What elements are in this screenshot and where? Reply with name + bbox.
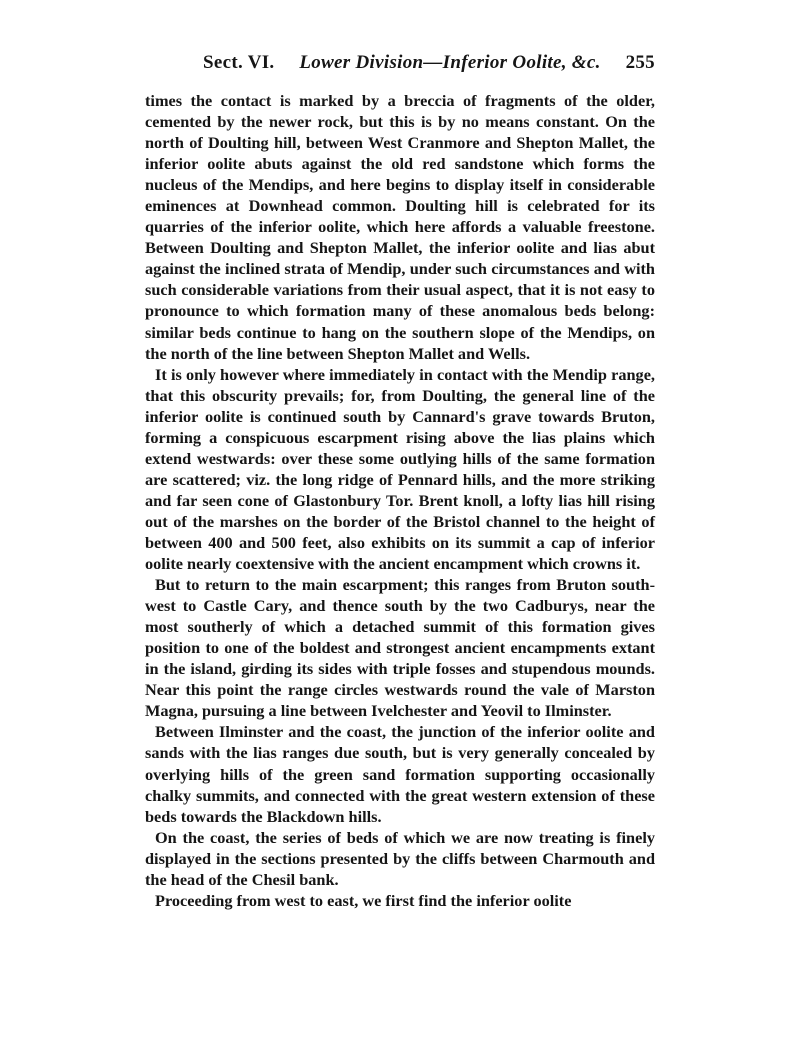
paragraph-2: It is only however where immediately in contact with the Mendip range, that this obscurity prevails; for, from Doulting, the general line of the inferior oolite is continued south by Cannard's grave towards Bruton, forming a conspicuous escarpment rising above the lias plains which extend westwards: over these some outlying hills of the same formation are scattered; viz. the long ridge of Pennard hills, and the more striking and far seen cone of Glastonbury Tor. Brent knoll, a lofty lias hill rising out of the marshes on the border of the Bristol channel to the height of between 400 and 500 feet, also exhibits on its summit a cap of inferior oolite nearly coextensive with the ancient encampment which crowns it.: [145, 364, 655, 574]
body-text: [145, 90, 655, 911]
running-title: Lower Division—Inferior Oolite, &c.: [299, 52, 601, 73]
paragraph-5: On the coast, the series of beds of which we are now treating is finely displayed in the sections presented by the cliffs between Charmouth and the head of the Chesil bank.: [145, 827, 655, 889]
paragraph-3: But to return to the main escarpment; this ranges from Bruton south-west to Castle Cary, and thence south by the two Cadburys, near the most southerly of which a detached summit of this formation gives position to one of the boldest and strongest ancient encampments extant in the island, girding its sides with triple fosses and stupendous mounds. Near this point the range circles westwards round the vale of Marston Magna, pursuing a line between Ivelchester and Yeovil to Ilminster.: [145, 575, 655, 721]
section-label: Sect. VI.: [203, 52, 275, 73]
paragraph-4: Between Ilminster and the coast, the junction of the inferior oolite and sands with the lias ranges due south, but is very generally concealed by overlying hills of the green sand formation supporting occasionally chalky summits, and connected with the great western extension of these beds towards the Blackdown hills.: [145, 722, 655, 826]
running-head: [203, 52, 655, 82]
paragraph-1: times the contact is marked by a breccia of fragments of the older, cemented by the newer rock, but this is by no means constant. On the north of Doulting hill, between West Cranmore and Shepton Mallet, the inferior oolite abuts against the old red sandstone which forms the nucleus of the Mendips, and here begins to display itself in considerable eminences at Downhead common. Doulting hill is celebrated for its quarries of the inferior oolite, which here affords a valuable freestone. Between Doulting and Shepton Mallet, the inferior oolite and lias abut against the inclined strata of Mendip, under such circumstances and with such considerable variations from their usual aspect, that it is not easy to pronounce to which formation many of these anomalous beds belong: similar beds continue to hang on the southern slope of the Mendips, on the north of the line between Shepton Mallet and Wells.: [145, 91, 655, 363]
page-number: 255: [625, 52, 655, 73]
book-page: [145, 52, 655, 911]
paragraph-6: Proceeding from west to east, we first find the inferior oolite: [155, 890, 572, 910]
